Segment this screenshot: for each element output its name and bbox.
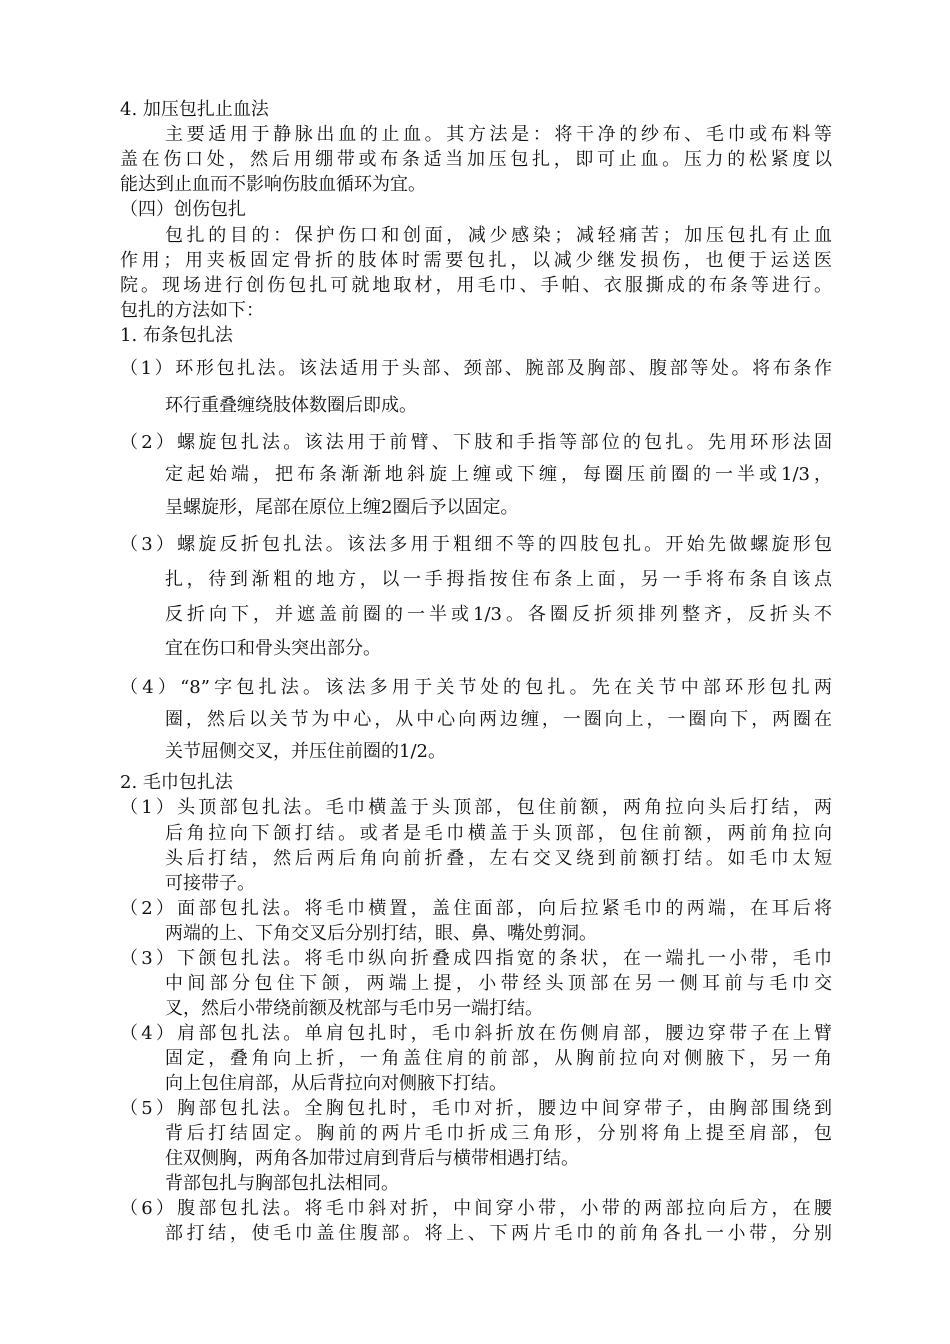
list-item-line: 反折向下，并遮盖前圈的一半或1/3。各圈反折须排列整齐，反折头不 xyxy=(165,604,832,625)
list-item-line: （6）腹部包扎法。将毛巾斜对折，中间穿小带，小带的两部拉向后方，在腰 xyxy=(120,1198,832,1219)
paragraph-line: 主要适用于静脉出血的止血。其方法是：将干净的纱布、毛巾或布料等 xyxy=(165,124,832,145)
list-item-line: 扎，待到渐粗的地方，以一手拇指按住布条上面，另一手将布条自该点 xyxy=(165,569,832,590)
section-heading: 4. 加压包扎止血法 xyxy=(120,99,269,120)
list-item-line: 呈螺旋形，尾部在原位上缠2圈后予以固定。 xyxy=(165,497,519,518)
list-item-line: 背部包扎与胸部包扎法相同。 xyxy=(165,1173,399,1194)
list-item-line: 叉，然后小带绕前额及枕部与毛巾另一端打结。 xyxy=(165,998,543,1019)
list-item-line: 宜在伤口和骨头突出部分。 xyxy=(165,638,381,659)
list-item-line: 头后打结，然后两后角向前折叠，左右交叉绕到前额打结。如毛巾太短 xyxy=(165,848,832,869)
list-item-line: 两端的上、下角交叉后分别打结，眼、鼻、嘴处剪洞。 xyxy=(165,923,597,944)
list-item-line: 部打结，使毛巾盖住腹部。将上、下两片毛巾的前角各扎一小带，分别 xyxy=(165,1223,832,1244)
list-item-line: （5）胸部包扎法。全胸包扎时，毛巾对折，腰边中间穿带子，由胸部围绕到 xyxy=(120,1098,832,1119)
list-item-line: 关节屈侧交叉，并压住前圈的1/2。 xyxy=(165,741,446,762)
list-item-line: （4）肩部包扎法。单肩包扎时，毛巾斜折放在伤侧肩部，腰边穿带子在上臂 xyxy=(120,1023,832,1044)
list-item-line: 后角拉向下颌打结。或者是毛巾横盖于头顶部，包住前额，两前角拉向 xyxy=(165,823,832,844)
list-item-line: （1）环形包扎法。该法适用于头部、颈部、腕部及胸部、腹部等处。将布条作 xyxy=(120,358,832,379)
list-item-line: （2）螺旋包扎法。该法用于前臂、下肢和手指等部位的包扎。先用环形法固 xyxy=(120,432,832,453)
list-item-line: （4）“8”字包扎法。该法多用于关节处的包扎。先在关节中部环形包扎两 xyxy=(120,677,832,698)
list-item-line: （1）头顶部包扎法。毛巾横盖于头顶部，包住前额，两角拉向头后打结，两 xyxy=(120,797,832,818)
list-item-line: 中间部分包住下颌，两端上提，小带经头顶部在另一侧耳前与毛巾交 xyxy=(165,973,832,994)
list-item-line: 环行重叠缠绕肢体数圈后即成。 xyxy=(165,395,417,416)
list-item-line: （3）下颌包扎法。将毛巾纵向折叠成四指宽的条状，在一端扎一小带，毛巾 xyxy=(120,948,832,969)
list-item-line: 住双侧胸，两角各加带过肩到背后与横带相遇打结。 xyxy=(165,1148,579,1169)
paragraph-line: 包扎的目的：保护伤口和创面，减少感染；减轻痛苦；加压包扎有止血 xyxy=(165,225,832,246)
list-item-line: 定起始端，把布条渐渐地斜旋上缠或下缠，每圈压前圈的一半或1/3， xyxy=(165,464,832,485)
paragraph-line: 能达到止血而不影响伤肢血循环为宜。 xyxy=(120,174,426,195)
method-heading: 2. 毛巾包扎法 xyxy=(120,772,233,793)
list-item-line: 可接带子。 xyxy=(165,873,255,894)
paragraph-line: 包扎的方法如下： xyxy=(120,300,264,321)
paragraph-line: 盖在伤口处，然后用绷带或布条适当加压包扎，即可止血。压力的松紧度以 xyxy=(120,149,832,170)
list-item-line: 固定，叠角向上折，一角盖住肩的前部，从胸前拉向对侧腋下，另一角 xyxy=(165,1048,832,1069)
part-heading: （四）创伤包扎 xyxy=(120,199,246,220)
paragraph-line: 作用；用夹板固定骨折的肢体时需要包扎，以减少继发损伤，也便于运送医 xyxy=(120,250,832,271)
list-item-line: （3）螺旋反折包扎法。该法多用于粗细不等的四肢包扎。开始先做螺旋形包 xyxy=(120,534,832,555)
list-item-line: 向上包住肩部，从后背拉向对侧腋下打结。 xyxy=(165,1073,507,1094)
method-heading: 1. 布条包扎法 xyxy=(120,325,233,346)
list-item-line: 圈，然后以关节为中心，从中心向两边缠，一圈向上，一圈向下，两圈在 xyxy=(165,709,832,730)
list-item-line: （2）面部包扎法。将毛巾横置，盖住面部，向后拉紧毛巾的两端，在耳后将 xyxy=(120,898,832,919)
list-item-line: 背后打结固定。胸前的两片毛巾折成三角形，分别将角上提至肩部，包 xyxy=(165,1123,832,1144)
paragraph-line: 院。现场进行创伤包扎可就地取材，用毛巾、手帕、衣服撕成的布条等进行。 xyxy=(120,275,832,296)
